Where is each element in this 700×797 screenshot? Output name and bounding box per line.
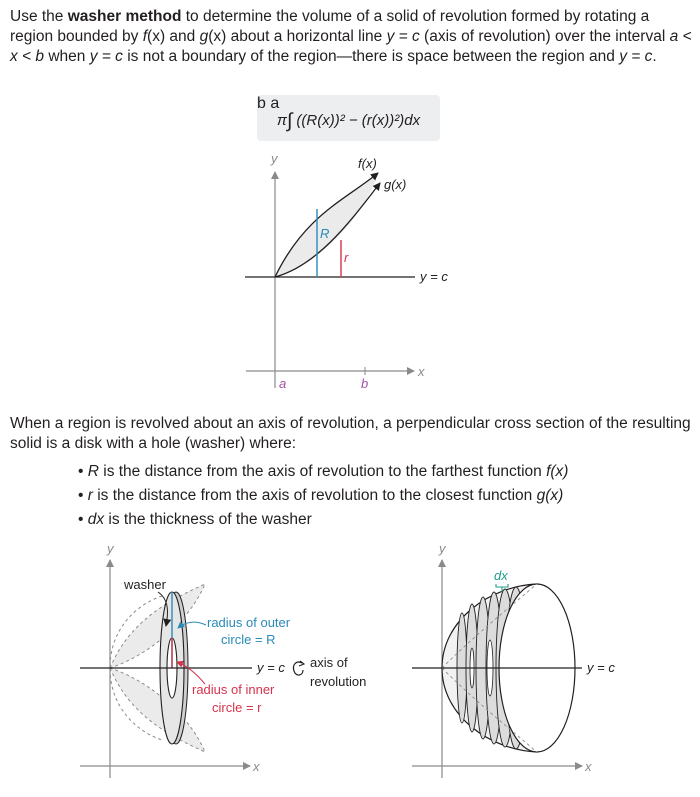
rotation-icon	[293, 662, 303, 675]
washer-formula: π∫ ((R(x))² − (r(x))²)dx	[276, 110, 421, 132]
bullet-R: • R is the distance from the axis of revolution to the farthest function f(x)	[78, 463, 569, 480]
y-axis-label-2: y	[107, 541, 114, 556]
outer-radius-label-2: circle = R	[221, 632, 276, 647]
axis-label-2: y = c	[257, 660, 285, 675]
axis-label-y-c: y = c	[420, 269, 448, 284]
graph-region-diagram	[245, 151, 448, 391]
x-axis-label-3: x	[585, 759, 592, 774]
bullet-r: • r is the distance from the axis of revolution to the closest function g(x)	[78, 487, 564, 504]
inner-radius-label-2: circle = r	[212, 700, 262, 715]
x-axis-label: x	[418, 364, 425, 379]
axis-label-3: y = c	[587, 660, 615, 675]
outer-radius-label-1: radius of outer	[207, 615, 291, 630]
inner-radius-label-1: radius of inner	[192, 682, 275, 697]
y-axis-label-3: y	[439, 541, 446, 556]
graph-solid-diagram	[412, 541, 615, 778]
cross-section-paragraph: When a region is revolved about an axis of revolution, a perpendicular cross section of the resulting solid is a disk with a hole (washer) where:	[10, 415, 691, 452]
region-lower	[110, 668, 205, 752]
upper-limit: b	[257, 95, 266, 112]
intro-paragraph: Use the washer method to determine the volume of a solid of revolution formed by rotating a region bounded by f(x) and g(x) about a horizontal line y = c (axis of revolution) over the interval a < x < b when y = c is not a boundary of the region—there is space between the region and y = c.	[10, 8, 692, 65]
R-label: R	[320, 226, 330, 241]
dx-label: dx	[494, 568, 508, 583]
region-fill	[275, 173, 378, 277]
bullet-dx: • dx is the thickness of the washer	[78, 511, 312, 528]
graph-washer-diagram	[80, 541, 366, 778]
y-axis-label: y	[271, 151, 278, 166]
b-label: b	[361, 376, 369, 391]
r-label: r	[344, 250, 349, 265]
x-axis-label-2: x	[253, 759, 260, 774]
revolution-label-2: revolution	[310, 674, 367, 689]
f-label: f(x)	[358, 156, 377, 171]
region-upper	[110, 584, 205, 668]
washer-label: washer	[124, 577, 166, 592]
a-label: a	[279, 376, 287, 391]
g-label: g(x)	[384, 177, 407, 192]
washer-method-term: washer method	[67, 8, 182, 25]
revolution-label-1: axis of	[310, 655, 348, 670]
lower-limit: a	[270, 95, 280, 112]
